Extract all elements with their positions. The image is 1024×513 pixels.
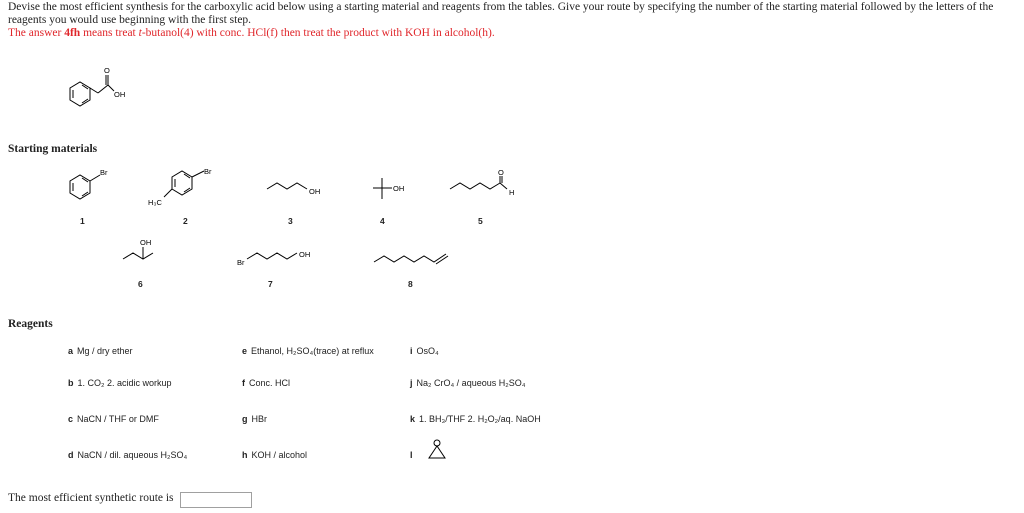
reagent-l-structure xyxy=(425,438,449,462)
answer-input[interactable] xyxy=(180,492,252,508)
structure-1-br: Br xyxy=(100,168,108,177)
structure-2-number: 2 xyxy=(183,216,188,226)
structure-6-oh: OH xyxy=(140,238,152,247)
target-oh-label: OH xyxy=(114,90,126,99)
answer-label: The most efficient synthetic route is xyxy=(8,492,174,504)
structure-5-number: 5 xyxy=(478,216,483,226)
structure-5-o: O xyxy=(498,168,504,177)
structure-7-oh: OH xyxy=(299,250,311,259)
reagent-d: d NaCN / dil. aqueous H₂SO₄ xyxy=(68,450,188,460)
structure-3 xyxy=(265,175,335,200)
hint-italic: t xyxy=(138,27,142,39)
structure-7-br: Br xyxy=(237,258,245,267)
reagent-e: e Ethanol, H₂SO₄(trace) at reflux xyxy=(242,346,374,356)
hint-text xyxy=(8,27,495,39)
structure-1 xyxy=(60,165,130,205)
structure-7 xyxy=(235,245,325,273)
reagent-f: f Conc. HCl xyxy=(242,378,291,388)
reagent-g: g HBr xyxy=(242,414,267,424)
reagent-k: k 1. BH₃/THF 2. H₂O₂/aq. NaOH xyxy=(410,414,541,424)
hint-example-answer: 4fh xyxy=(64,27,81,39)
reagent-l: l xyxy=(410,450,413,460)
hint-mid: means treat xyxy=(80,27,139,39)
structure-1-number: 1 xyxy=(80,216,85,226)
structure-7-number: 7 xyxy=(268,279,273,289)
starting-materials-heading: Starting materials xyxy=(8,143,98,155)
reagent-i: i OsO₄ xyxy=(410,346,439,356)
structure-2 xyxy=(140,165,220,210)
structure-8-number: 8 xyxy=(408,279,413,289)
structure-5-h: H xyxy=(509,188,515,197)
reagent-a: a Mg / dry ether xyxy=(68,346,133,356)
structure-2-ch3: H₃C xyxy=(148,198,162,207)
structure-4-oh: OH xyxy=(393,184,405,193)
structure-4-number: 4 xyxy=(380,216,385,226)
structure-6-number: 6 xyxy=(138,279,143,289)
target-o-label: O xyxy=(104,66,110,75)
structure-5 xyxy=(445,165,525,205)
question-text: Devise the most efficient synthesis for the carboxylic acid below using a starting material and reagents from the tables. Give your route by specifying the number of the starting material followed by the letters of the reagents you would use beginning with the first step. xyxy=(8,1,994,26)
reagent-c: c NaCN / THF or DMF xyxy=(68,414,159,424)
structure-4 xyxy=(365,172,425,207)
reagent-b: b 1. CO₂ 2. acidic workup xyxy=(68,378,172,388)
structure-3-number: 3 xyxy=(288,216,293,226)
hint-prefix: The answer xyxy=(8,27,65,39)
reagent-h: h KOH / alcohol xyxy=(242,450,308,460)
hint-suffix: -butanol(4) with conc. HCl(f) then treat the product with KOH in alcohol(h). xyxy=(141,27,495,39)
reagents-heading: Reagents xyxy=(8,318,53,330)
structure-2-br: Br xyxy=(204,167,212,176)
structure-6 xyxy=(115,235,175,270)
structure-8 xyxy=(370,248,460,272)
target-structure xyxy=(60,60,140,120)
structure-3-oh: OH xyxy=(309,187,321,196)
reagent-j: j Na₂ CrO₄ / aqueous H₂SO₄ xyxy=(410,378,526,388)
